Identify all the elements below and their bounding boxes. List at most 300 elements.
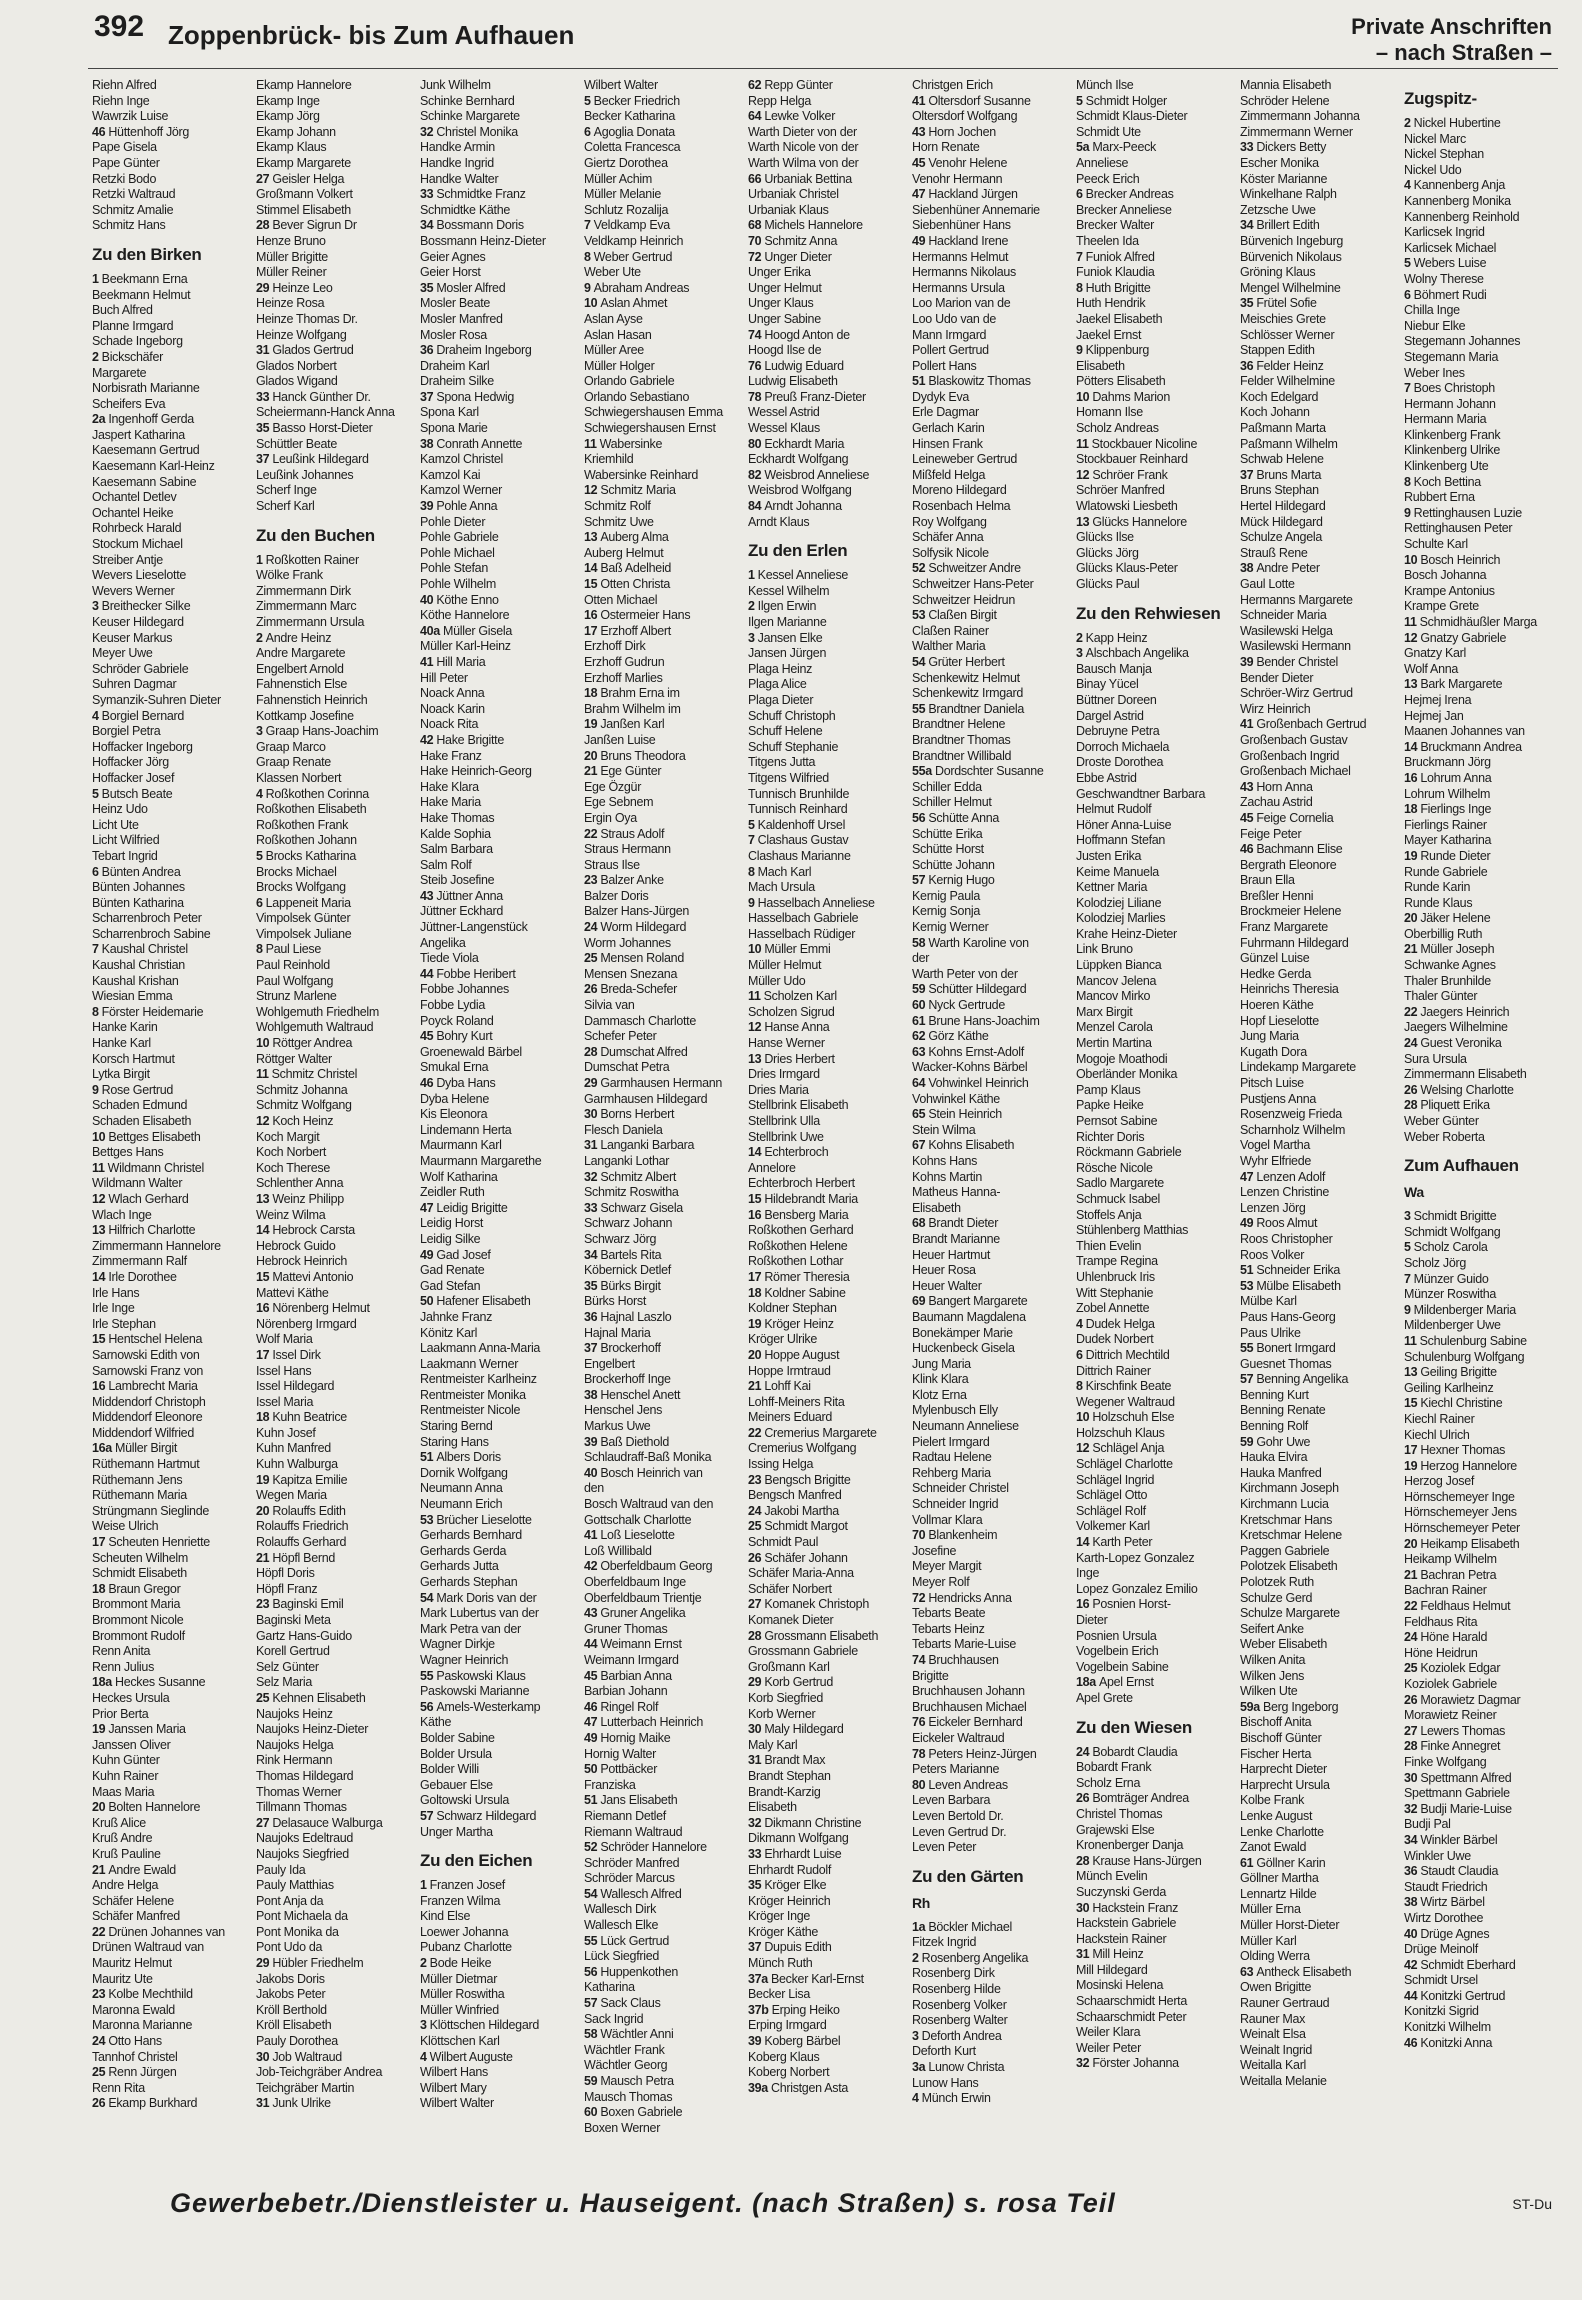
resident-name: Wächtler Frank [584,2042,665,2057]
resident-entry [1240,1326,1398,1342]
resident-entry [1404,1724,1562,1740]
resident-name: Koberg Norbert [748,2065,830,2080]
resident-name: Kaesemann Gertrud [92,443,200,458]
resident-name: Höne Heidrun [1404,1645,1478,1660]
resident-entry [92,771,250,787]
resident-entry [912,125,1070,141]
resident-name: Schröer-Wirz Gertrud [1240,686,1353,701]
resident-name: Warth Karoline von [928,935,1029,950]
resident-entry [92,1364,250,1380]
resident-name: Bruckmann Andrea [1420,739,1522,754]
resident-entry [92,1629,250,1645]
resident-entry [1076,1916,1234,1932]
resident-name: Funiok Klaudia [1076,265,1155,280]
house-number: 26 [584,982,598,997]
resident-entry [584,1388,742,1404]
house-number: 24 [1404,1630,1418,1645]
resident-name: Schwanke Agnes [1404,958,1496,973]
resident-entry [748,1909,906,1925]
resident-entry [256,1863,414,1879]
listing-column [420,78,578,2186]
resident-entry [92,1114,250,1130]
resident-name: Dudek Norbert [1076,1332,1154,1347]
resident-name: Leidig Brigitte [436,1200,508,1215]
house-number: 21 [256,1550,270,1565]
house-number: 49 [420,1247,434,1262]
house-number: 46 [1404,2035,1418,2050]
house-number: 19 [748,1316,762,1331]
resident-entry [92,1738,250,1754]
resident-name: Urbaniak Christel [748,187,839,202]
resident-entry [1240,359,1398,375]
resident-entry [256,78,414,94]
resident-name: Karlicsek Ingrid [1404,225,1485,240]
resident-name: Issel Dirk [272,1347,321,1362]
resident-entry [1240,328,1398,344]
resident-name: Kröger Inge [748,1909,811,1924]
resident-entry [1076,1644,1234,1660]
resident-name: Kis Eleonora [420,1107,488,1122]
resident-name: Albers Doris [436,1450,501,1465]
resident-name: Glados Gertrud [272,343,354,358]
resident-entry [1240,1232,1398,1248]
resident-name: Owen Brigitte [1240,1980,1312,1995]
resident-entry [1076,125,1234,141]
resident-name: Schneider Ingrid [912,1497,999,1512]
house-number: 74 [912,1652,926,1667]
resident-name: Titgens Jutta [748,755,816,770]
resident-name: Huppenkothen [600,1964,679,1979]
resident-name: Borns Herbert [600,1107,675,1122]
resident-entry [748,1691,906,1707]
resident-name: Müller Horst-Dieter [1240,1918,1340,1933]
resident-name: Kernig Werner [912,920,989,935]
resident-name: Hasselbach Gabriele [748,911,859,926]
resident-entry [92,1816,250,1832]
resident-name: Vollmar Klara [912,1512,983,1527]
resident-name: Brigitte [912,1668,949,1683]
district-code: Rh [912,1894,931,1911]
resident-entry [420,2018,578,2034]
resident-entry [92,334,250,350]
resident-entry [1076,989,1234,1005]
resident-entry [1076,1488,1234,1504]
house-number: 39 [420,499,434,514]
resident-name: Link Bruno [1076,942,1133,957]
resident-entry [1404,194,1562,210]
resident-entry [584,203,742,219]
house-number: 37 [420,389,434,404]
resident-entry [1240,2027,1398,2043]
resident-entry [420,1372,578,1388]
resident-name: Mengel Wilhelmine [1240,280,1341,295]
house-number: 61 [912,1013,926,1028]
house-number: 9 [1404,1302,1411,1317]
resident-entry [1404,1240,1562,1256]
resident-name: Wegener Waltraud [1076,1394,1175,1409]
resident-entry [584,1825,742,1841]
resident-name: Brandtner Daniela [928,701,1024,716]
resident-entry [748,989,906,1005]
resident-entry [584,1092,742,1108]
resident-name: Middendorf Wilfried [92,1425,194,1440]
resident-name: Kirchmann Joseph [1240,1481,1339,1496]
resident-name: Helmut Rudolf [1076,802,1152,817]
resident-entry [256,218,414,234]
resident-name: Balzer Anke [600,873,664,888]
resident-entry [912,1076,1070,1092]
resident-name: Schmidt Elisabeth [92,1566,187,1581]
resident-entry [584,2058,742,2074]
resident-entry [1240,608,1398,624]
resident-name: Korb Werner [748,1706,816,1721]
resident-name: Franzen Wilma [420,1893,501,1908]
resident-name: Mildenberger Uwe [1404,1318,1501,1333]
resident-name: Meyer Uwe [92,646,153,661]
resident-entry [92,203,250,219]
resident-entry [584,624,742,640]
resident-entry [1076,483,1234,499]
resident-entry [420,998,578,1014]
resident-entry [584,1559,742,1575]
house-number: 63 [1240,1964,1254,1979]
resident-entry [748,1863,906,1879]
resident-name: Ochantel Detlev [92,490,177,505]
house-number: 18a [1076,1675,1096,1690]
house-number: 43 [420,888,434,903]
resident-name: Zimmermann Ursula [256,615,365,629]
resident-name: Paus Hans-Georg [1240,1309,1336,1324]
resident-name: Schmidt Paul [748,1535,819,1550]
resident-name: Mück Hildegard [1240,514,1323,529]
resident-entry [1076,1535,1234,1551]
resident-name: Weitalla Karl [1240,2058,1307,2073]
resident-name: Fobbe Lydia [420,998,486,1013]
resident-entry [912,156,1070,172]
resident-entry [420,1294,578,1310]
resident-entry [256,849,414,865]
resident-entry [1404,1459,1562,1475]
resident-name: Bohry Kurt [436,1029,493,1044]
resident-entry [92,1348,250,1364]
street-range-title: Zoppenbrück- bis Zum Aufhauen [168,20,575,50]
resident-name: Ilgen Erwin [757,599,817,614]
resident-entry [1240,234,1398,250]
resident-entry [1404,833,1562,849]
resident-name: Schulze Gerd [1240,1590,1313,1605]
resident-entry [1404,1537,1562,1553]
house-number: 82 [748,467,762,482]
resident-entry [748,2034,906,2050]
resident-name: Wasilewski Hermann [1240,639,1351,654]
resident-name: Geier Agnes [420,249,486,264]
resident-name: Brahm Wilhelm im [584,701,681,716]
resident-name: Draheim Silke [420,374,494,389]
resident-entry [584,1357,742,1373]
resident-name: Jakobs Peter [256,1987,326,2002]
resident-name: Kamzol Christel [420,452,504,467]
resident-name: Hanke Karl [92,1036,151,1051]
resident-entry [748,1176,906,1192]
resident-name: Garmhausen Hildegard [584,1091,708,1106]
resident-entry [584,749,742,765]
resident-name: Kiechl Rainer [1404,1411,1475,1426]
resident-name: Hinsen Frank [912,436,983,451]
resident-name: Brune Hans-Joachim [928,1013,1040,1028]
resident-name: Bruchhausen Michael [912,1699,1027,1714]
resident-name: Bossmann Heinz-Dieter [420,233,546,248]
house-number: 55 [584,1933,598,1948]
resident-entry [1240,764,1398,780]
resident-name: Koch Bettina [1413,474,1481,489]
resident-name: Naujoks Heinz-Dieter [256,1722,369,1737]
resident-entry [748,1722,906,1738]
resident-name: Karth Peter [1092,1535,1153,1550]
resident-entry [748,833,906,849]
resident-entry [748,1208,906,1224]
resident-name: Pernsot Sabine [1076,1114,1158,1128]
resident-entry [92,740,250,756]
resident-entry [256,1473,414,1489]
house-number: 21 [748,1379,762,1394]
resident-entry [748,1894,906,1910]
resident-name: Schaden Elisabeth [92,1114,192,1128]
resident-name: Hill Peter [420,670,468,685]
footer-note: Gewerbebetr./Dienstleister u. Hauseigent. (nach Straßen) s. rosa Teil [170,2188,1116,2218]
listing-column [912,78,1070,2186]
house-number: 32 [584,1169,598,1184]
resident-entry [748,584,906,600]
resident-entry [92,2034,250,2050]
resident-name: Benning Kurt [1240,1387,1309,1402]
resident-entry [912,1045,1070,1061]
resident-name: Koziolek Edgar [1420,1661,1501,1676]
resident-entry [1404,381,1562,397]
house-number: 31 [584,1138,598,1153]
resident-name: Peeck Erich [1076,171,1140,186]
resident-name: Münch Erwin [921,2091,991,2106]
resident-name: Jüttner-Langenstück [420,920,528,935]
resident-name: Grajewski Else [1076,1822,1155,1837]
resident-name: Mauritz Ute [92,1971,153,1986]
resident-name: Hackstein Gabriele [1076,1916,1177,1931]
resident-name: Weber Ute [584,265,641,280]
resident-entry [92,709,250,725]
resident-name: Großmann Karl [748,1659,830,1674]
resident-entry [584,1372,742,1388]
resident-entry [748,1036,906,1052]
resident-entry [420,452,578,468]
resident-name: Bischoff Anita [1240,1715,1312,1730]
resident-entry [1240,94,1398,110]
resident-entry [1240,1871,1398,1887]
resident-entry [1240,733,1398,749]
resident-entry [256,312,414,328]
resident-name: Pollert Hans [912,358,977,373]
resident-entry [256,2081,414,2097]
resident-entry [256,568,414,584]
resident-name: Stellbrink Ulla [748,1114,820,1128]
resident-entry [1404,724,1562,740]
resident-entry [1076,1067,1234,1083]
resident-name: Schröder Manfred [584,1855,680,1870]
resident-name: Staring Bernd [420,1419,493,1434]
house-number: 11 [92,1160,105,1175]
resident-entry [584,530,742,546]
resident-entry [92,662,250,678]
resident-name: Nickel Udo [1404,162,1462,177]
listing-column [1240,78,1398,2186]
resident-entry [912,717,1070,733]
resident-name: Gaul Lotte [1240,577,1295,591]
resident-entry [1076,755,1234,771]
resident-name: Worm Hildegard [600,920,687,935]
resident-name: Runde Karin [1404,880,1471,895]
resident-entry [584,405,742,421]
house-number: 10 [256,1036,270,1051]
resident-entry [584,577,742,593]
resident-name: Becker Lisa [748,1987,811,2002]
resident-name: Otto Hans [108,2034,162,2049]
resident-entry [912,312,1070,328]
resident-entry [584,951,742,967]
resident-entry [1404,1864,1562,1880]
resident-entry [748,724,906,740]
resident-entry [912,452,1070,468]
house-number: 8 [92,1004,99,1019]
house-number: 21 [92,1862,106,1877]
resident-entry [1240,281,1398,297]
resident-entry [92,677,250,693]
resident-name: Paus Ulrike [1240,1325,1301,1340]
house-number: 33 [584,1200,598,1215]
resident-entry [420,94,578,110]
resident-name: Maas Maria [92,1784,155,1799]
resident-entry [1404,1334,1562,1350]
resident-name: Frütel Sofie [1256,296,1317,311]
street-heading: Zu den Buchen [256,525,375,545]
resident-entry [1404,1318,1562,1334]
house-number: 13 [92,1223,106,1238]
resident-entry [912,998,1070,1014]
resident-name: Webers Luise [1413,256,1487,271]
resident-entry [420,530,578,546]
resident-name: Bünten Andrea [101,864,181,879]
resident-entry [1240,140,1398,156]
resident-entry [1240,951,1398,967]
resident-entry [1404,787,1562,803]
resident-name: Breda-Schefer [600,982,678,997]
resident-entry [1240,1700,1398,1716]
house-number: 20 [1404,1536,1418,1551]
resident-entry [92,1098,250,1114]
resident-entry [256,2018,414,2034]
resident-entry [748,646,906,662]
resident-entry [1076,849,1234,865]
resident-name: Weinalt Ingrid [1240,2042,1312,2057]
house-number: 28 [584,1044,598,1059]
house-number: 5 [92,786,99,801]
resident-entry [1076,515,1234,531]
resident-name: Kohns Martin [912,1169,983,1184]
resident-entry [420,1481,578,1497]
resident-entry [584,593,742,609]
resident-entry [748,1831,906,1847]
resident-entry [584,1076,742,1092]
resident-entry [256,437,414,453]
resident-name: Kessel Wilhelm [748,583,830,598]
resident-name: Koch Heinz [272,1114,334,1128]
resident-name: Dickers Betty [1256,140,1327,155]
resident-name: Korb Gertrud [764,1675,833,1690]
resident-name: Koch Johann [1240,405,1310,420]
resident-name: Jansen Elke [757,630,823,645]
resident-name: Paul Reinhold [256,958,330,973]
resident-entry [748,677,906,693]
resident-name: Heikamp Elisabeth [1420,1536,1520,1551]
resident-name: Roßkothen Helene [748,1238,848,1253]
resident-entry [1240,1793,1398,1809]
resident-entry [92,1644,250,1660]
resident-entry [420,437,578,453]
resident-entry [584,1170,742,1186]
resident-name: Weinalt Elsa [1240,2027,1306,2042]
resident-entry [584,250,742,266]
resident-name: Posnien Horst- [1092,1597,1171,1612]
resident-entry [912,140,1070,156]
resident-name: Müller Winfried [420,2002,499,2017]
house-number: 46 [584,1699,598,1714]
resident-entry [92,350,250,366]
resident-entry [92,1566,250,1582]
resident-name: Gerhards Bernhard [420,1528,522,1543]
resident-entry [912,1138,1070,1154]
resident-entry [584,1669,742,1685]
resident-name: Schaarschmidt Peter [1076,2009,1187,2024]
house-number: 25 [92,2065,106,2080]
resident-entry [748,125,906,141]
resident-name: Erle Dagmar [912,405,979,420]
resident-name: Lenzen Adolf [1256,1169,1325,1184]
resident-entry [256,483,414,499]
resident-name: Schuff Helene [748,724,823,739]
resident-name: Kernig Hugo [928,873,995,888]
resident-entry [1076,499,1234,515]
resident-entry [748,1332,906,1348]
house-number: 34 [1240,218,1254,233]
resident-entry [912,109,1070,125]
resident-name: Bode Heike [429,1956,492,1971]
house-number: 58 [584,2027,598,2042]
resident-entry [1076,1963,1234,1979]
resident-name: Kruß Alice [92,1815,146,1830]
resident-name: Schwiegershausen Emma [584,405,723,420]
resident-name: Bonert Irmgard [1256,1341,1336,1356]
resident-entry [584,1700,742,1716]
resident-name: Kröll Elisabeth [256,2018,332,2033]
house-number: 47 [420,1200,434,1215]
resident-entry [1076,1776,1234,1792]
resident-entry [256,1753,414,1769]
resident-entry [584,94,742,110]
resident-name: Echterbroch [764,1145,829,1160]
listing-column [92,78,250,2186]
resident-name: Mancov Jelena [1076,973,1157,988]
resident-name: Job Waltraud [272,2049,342,2064]
resident-entry [420,281,578,297]
resident-name: Middendorf Christoph [92,1394,206,1409]
resident-name: Heuer Hartmut [912,1247,991,1262]
